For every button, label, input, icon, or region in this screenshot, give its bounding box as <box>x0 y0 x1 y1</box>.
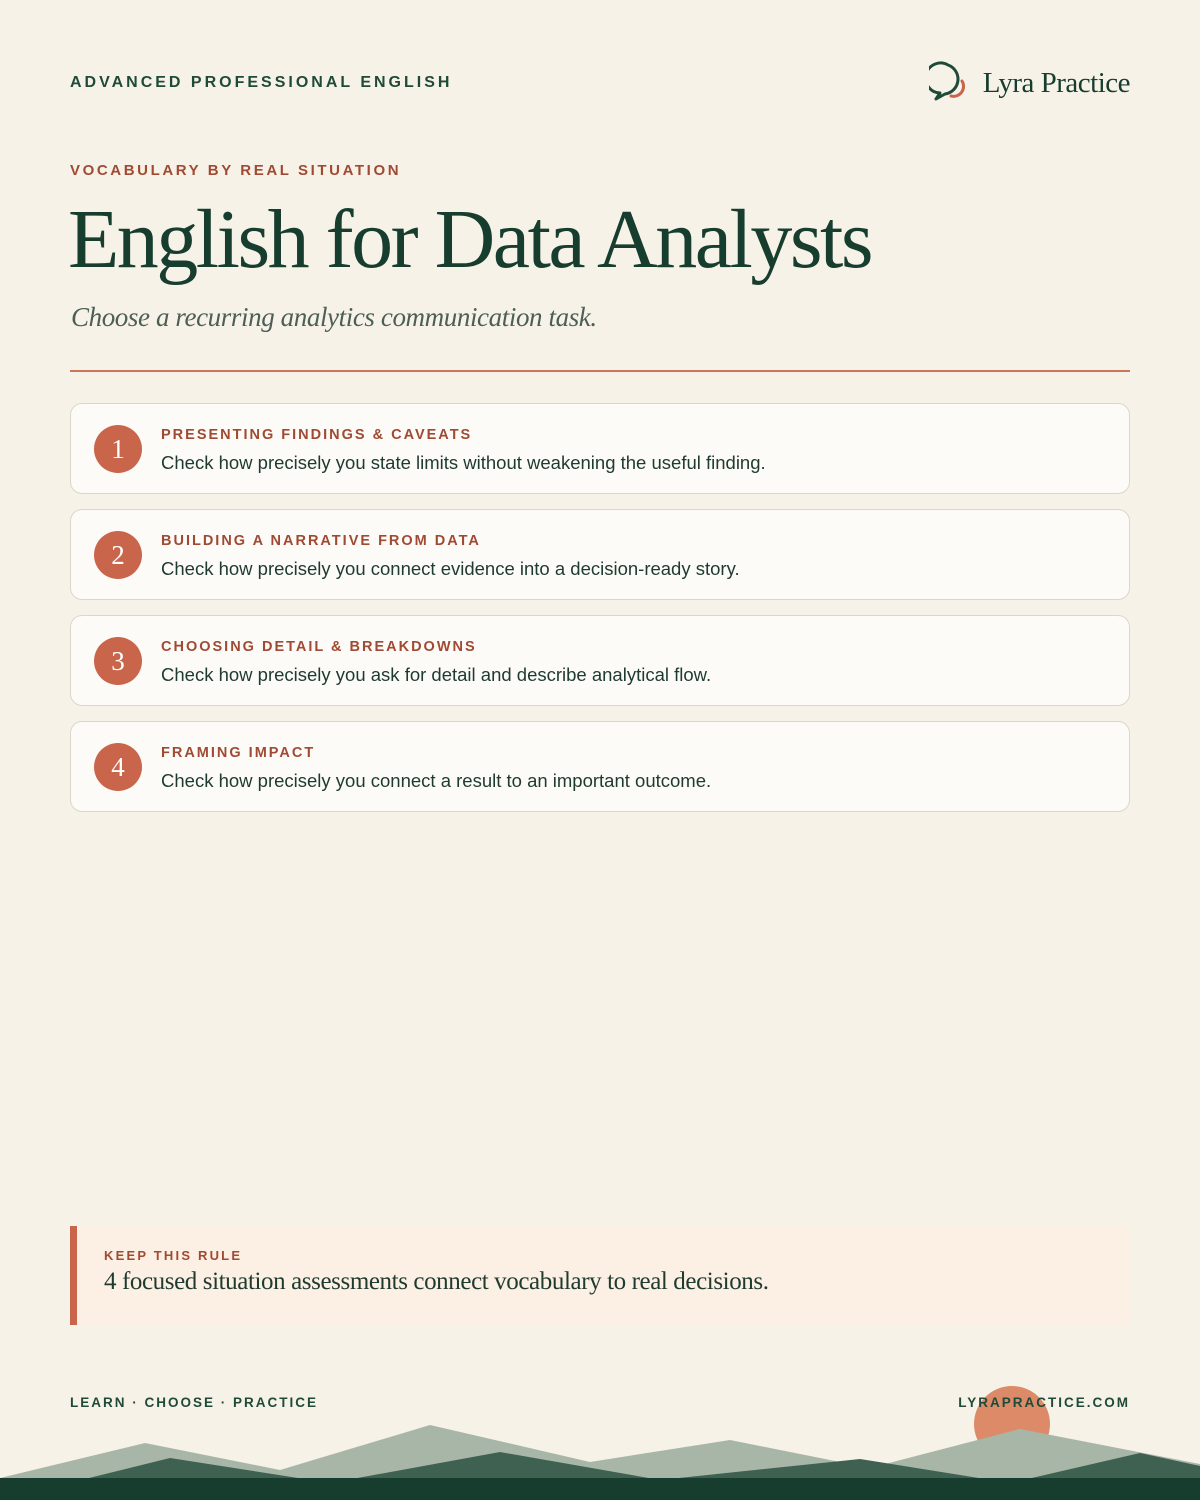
task-number-badge: 1 <box>94 425 142 473</box>
section-kicker: VOCABULARY BY REAL SITUATION <box>70 162 402 179</box>
task-number-badge: 2 <box>94 531 142 579</box>
task-card-framing-impact[interactable] <box>70 721 1130 812</box>
brand-logo[interactable] <box>929 60 1130 107</box>
task-list <box>70 403 1130 827</box>
divider <box>70 370 1130 372</box>
task-description: Check how precisely you connect a result to an important outcome. <box>161 770 712 791</box>
task-title: FRAMING IMPACT <box>161 745 316 761</box>
footer-url[interactable]: LYRAPRACTICE.COM <box>958 1395 1130 1410</box>
task-card-choosing-detail[interactable] <box>70 615 1130 706</box>
task-card-presenting-findings[interactable] <box>70 403 1130 494</box>
task-title: PRESENTING FINDINGS & CAVEATS <box>161 427 473 443</box>
task-card-building-narrative[interactable] <box>70 509 1130 600</box>
rule-label: KEEP THIS RULE <box>104 1248 243 1263</box>
rule-callout <box>70 1226 1130 1325</box>
eyebrow-label: ADVANCED PROFESSIONAL ENGLISH <box>70 74 453 91</box>
footer-tagline: LEARN · CHOOSE · PRACTICE <box>70 1395 319 1410</box>
task-number-badge: 3 <box>94 637 142 685</box>
task-title: BUILDING A NARRATIVE FROM DATA <box>161 533 481 549</box>
task-description: Check how precisely you connect evidence into a decision-ready story. <box>161 558 740 579</box>
task-description: Check how precisely you ask for detail and describe analytical flow. <box>161 664 712 685</box>
task-number-badge: 4 <box>94 743 142 791</box>
speech-bubbles-icon <box>929 60 971 107</box>
rule-text: 4 focused situation assessments connect vocabulary to real decisions. <box>104 1268 769 1295</box>
page-title: English for Data Analysts <box>68 193 872 286</box>
task-description: Check how precisely you state limits without weakening the useful finding. <box>161 452 766 473</box>
page-subtitle: Choose a recurring analytics communication task. <box>71 302 597 332</box>
brand-name: Lyra Practice <box>982 67 1130 99</box>
task-title: CHOOSING DETAIL & BREAKDOWNS <box>161 639 477 655</box>
